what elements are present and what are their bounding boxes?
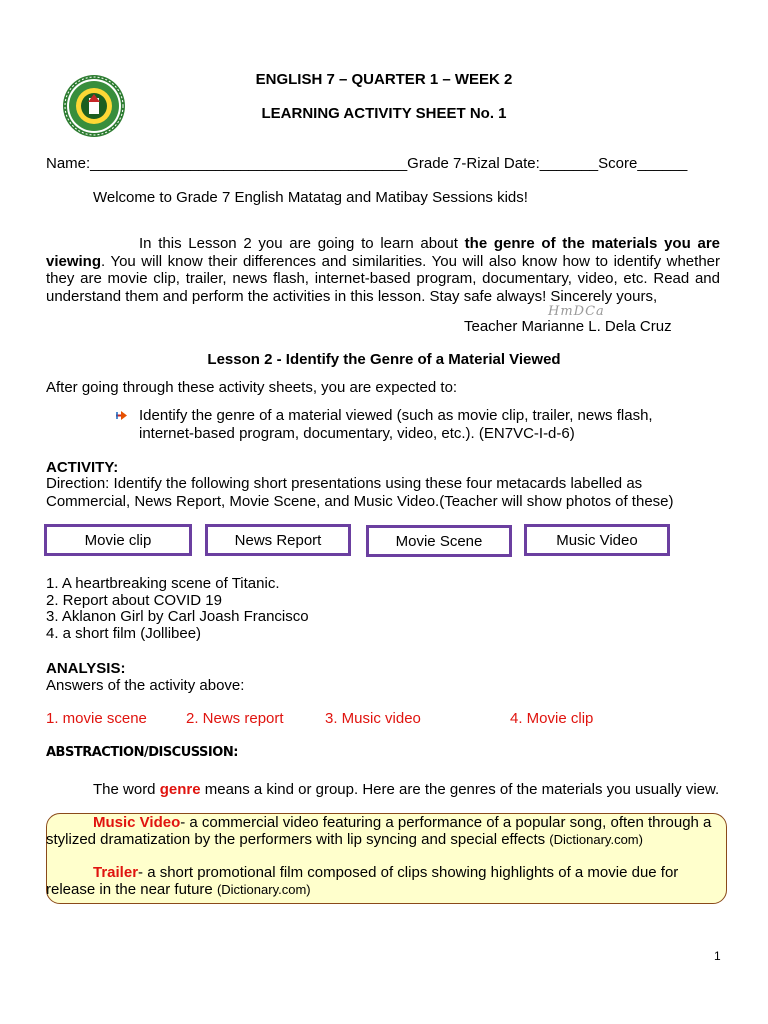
genre-term: genre: [159, 781, 201, 798]
analysis-heading: ANALYSIS:: [46, 660, 126, 677]
arrow-bullet-icon: [115, 409, 128, 422]
info-line: Name:______________________________________Grade 7-Rizal Date:_______Score______: [46, 155, 688, 172]
abstraction-paragraph: [46, 781, 726, 798]
definition-music-video: [46, 814, 726, 848]
lesson-title: Lesson 2 - Identify the Genre of a Material Viewed: [207, 351, 561, 368]
page-number: 1: [714, 949, 721, 963]
list-item: 3. Aklanon Girl by Carl Joash Francisco: [46, 608, 309, 626]
definition-term: Music Video: [93, 814, 181, 831]
answer-2: 2. News report: [186, 710, 284, 727]
metacard-movie-scene: Movie Scene: [366, 525, 512, 557]
activity-direction: Direction: Identify the following short presentations using these four metacards labelled as Commercial, News Report, Movie Scene, and Music Video.(Teacher will show photos of these): [46, 475, 674, 510]
signature-name: Teacher Marianne L. Dela Cruz: [464, 318, 672, 335]
list-item: 4. a short film (Jollibee): [46, 625, 202, 643]
metacard-movie-clip: Movie clip: [44, 524, 192, 556]
abstraction-pre: The word: [93, 781, 160, 798]
definition-term: Trailer: [93, 864, 139, 881]
definition-text: - a commercial video featuring a performance of a popular song, often through a stylized dramatization by the performers with lip syncing and special effects: [46, 814, 712, 848]
header-subtitle: LEARNING ACTIVITY SHEET No. 1: [261, 105, 507, 122]
header-title: ENGLISH 7 – QUARTER 1 – WEEK 2: [255, 71, 513, 88]
metacard-music-video: Music Video: [524, 524, 670, 556]
answer-4: 4. Movie clip: [510, 710, 594, 727]
intro-paragraph: [46, 235, 720, 305]
metacard-news-report: News Report: [205, 524, 351, 556]
definition-source: (Dictionary.com): [216, 882, 311, 897]
answer-1: 1. movie scene: [46, 710, 147, 727]
intro-bold: the genre of the materials you are viewing: [46, 235, 720, 270]
abstraction-post: means a kind or group. Here are the genres of the materials you usually view.: [200, 781, 720, 798]
definition-source: (Dictionary.com): [549, 832, 643, 847]
answer-3: 3. Music video: [325, 710, 421, 727]
definition-trailer: [46, 864, 726, 898]
objective-text: Identify the genre of a material viewed (such as movie clip, trailer, news flash, internet-based program, documentary, video, etc.). (EN7VC-I-d-6): [139, 407, 653, 442]
list-item: 1. A heartbreaking scene of Titanic.: [46, 575, 280, 592]
definition-text: - a short promotional film composed of clips showing highlights of a movie due for release in the near future: [46, 864, 679, 898]
welcome-text: Welcome to Grade 7 English Matatag and Matibay Sessions kids!: [93, 189, 528, 206]
intro-post: . You will know their differences and similarities. You will also know how to identify whether they are movie clip, trailer, news flash, internet-based program, documentary, video, etc. Read and understand them and perform the activities in this lesson. Stay safe always! Sincerely yours,: [46, 252, 720, 305]
expectation-intro: After going through these activity sheets, you are expected to:: [46, 379, 458, 396]
signature-scribble: HmDCa: [548, 304, 605, 319]
analysis-text: Answers of the activity above:: [46, 677, 245, 694]
intro-pre: In this Lesson 2 you are going to learn about: [139, 235, 465, 252]
activity-items-list: [46, 576, 309, 643]
activity-heading: ACTIVITY:: [46, 459, 119, 476]
abstraction-heading: ABSTRACTION/DISCUSSION:: [46, 745, 238, 760]
list-item: 2. Report about COVID 19: [46, 591, 222, 609]
